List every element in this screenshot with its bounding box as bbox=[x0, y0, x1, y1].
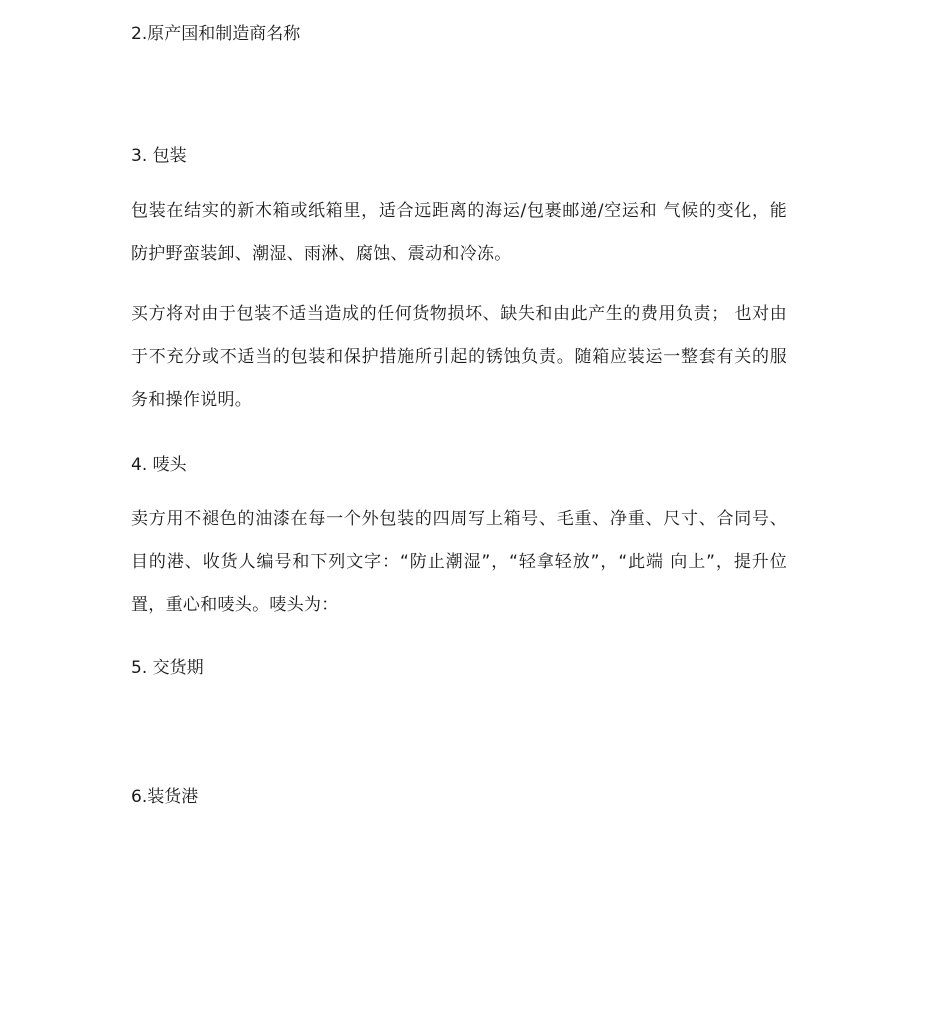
section-heading-origin: 2.原产国和制造商名称 bbox=[131, 24, 301, 44]
marking-paragraph: 卖方用不褪色的油漆在每一个外包装的四周写上箱号、毛重、净重、尺寸、合同号、目的港、收货人编号和下列文字：“防止潮湿”，“轻拿轻放”，“此端 向上”，提升位置，重心和唛头。唛头为： bbox=[131, 509, 787, 615]
packing-paragraph-1: 包装在结实的新木箱或纸箱里，适合远距离的海运/包裹邮递/空运和 气候的变化，能防护野蛮装卸、潮湿、雨淋、腐蚀、震动和冷冻。 bbox=[131, 201, 787, 264]
section-heading-packing: 3. 包装 bbox=[131, 146, 187, 166]
section-heading-delivery: 5. 交货期 bbox=[131, 658, 204, 678]
packing-paragraph-2: 买方将对由于包装不适当造成的任何货物损坏、缺失和由此产生的费用负责； 也对由于不充分或不适当的包装和保护措施所引起的锈蚀负责。随箱应装运一整套有关的服务和操作说明。 bbox=[131, 304, 787, 410]
section-heading-marking: 4. 唛头 bbox=[131, 455, 187, 475]
section-heading-loading-port: 6.装货港 bbox=[131, 787, 199, 807]
